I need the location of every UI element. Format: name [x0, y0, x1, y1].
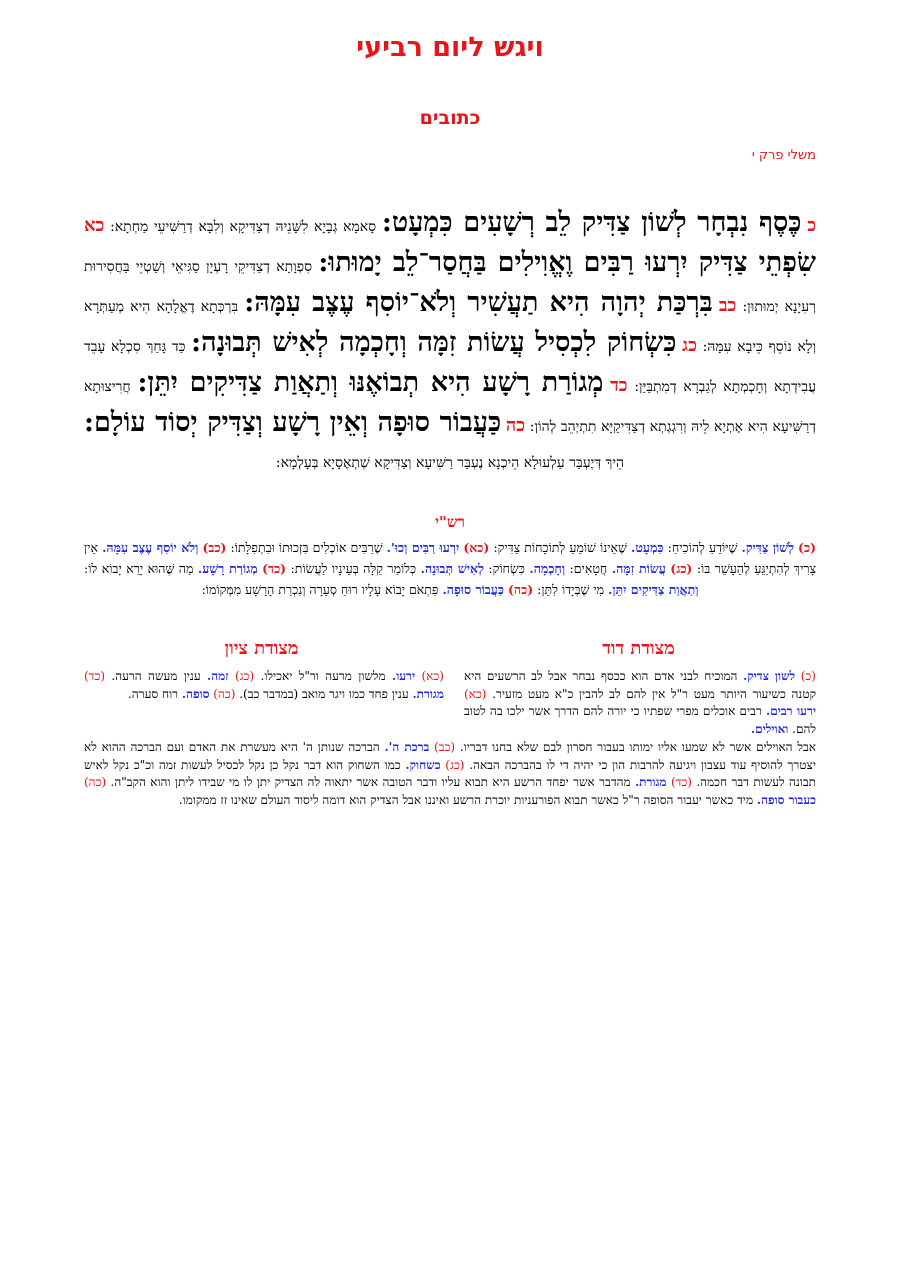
- commentary-entry: [464, 669, 816, 701]
- verse-hebrew: כִּשְׂחוֹק לִכְסִיל עֲשׂוֹת זִמָּה וְחָכְמָה לְאִישׁ תְּבוּנָה:: [191, 327, 677, 358]
- verse-number: כד: [610, 375, 628, 396]
- entry-lemma: סופה.: [181, 686, 210, 701]
- entry-lemma: וְתַאֲוַת צַדִּיקִים יִתֵּן.: [607, 582, 699, 597]
- entry-number: (כד): [670, 775, 692, 789]
- verse-aramaic: חֲרִיצוּתָא דְרַשִּׁיעָא הִיא אָתְיָא לֵיהּ וְרִגְגְתְא דְצַדִּיקַיָּא תִתְיְהֵב לְהוֹן:: [84, 379, 817, 435]
- verse-aramaic: סָאמָא גְבָיָא לִשָּׁנֵיהּ דְצַדִּיקָא וְלִבָּא דְרַשִּׁיעֵי מַחְתָא:: [110, 219, 377, 235]
- entry-number: (כג): [670, 561, 693, 576]
- entry-number: (כב): [202, 540, 227, 555]
- entry-text: שֶׁרַבִּים אוֹכְלִים בִּזְכוּתוֹ וּבִתְפִלָּתוֹ:: [230, 540, 383, 555]
- entry-number: (כה): [84, 775, 107, 789]
- entry-text: מַה שֶּׁהוּא יָרֵא יָבוֹא לוֹ:: [84, 561, 194, 576]
- verse-number: כג: [682, 335, 697, 356]
- verse-number: כב: [718, 295, 737, 316]
- entry-number: (כג): [445, 757, 465, 772]
- section-heading: כתובים: [419, 107, 481, 129]
- entry-number: (כג): [234, 669, 255, 683]
- verse-aramaic: בִּרְכְּתָא דֶאֱלָהָא הִיא מְעַתְּרָא וְלָא נוֹסֵף כֵּיבָא עִמָּהּ:: [84, 299, 817, 355]
- rashi-entry: [493, 540, 663, 555]
- entry-text: ענין מעשה הרעה.: [111, 669, 201, 683]
- entry-number: (כא): [421, 669, 444, 683]
- verse-hebrew: שִׂפְתֵי צַדִּיק יִרְעוּ רַבִּים וֶאֱוִילִים בַּחֲסַר־לֵב יָמוּתוּ:: [318, 247, 817, 278]
- rashi-heading: רש"י: [435, 513, 465, 531]
- rashi-entry: [291, 561, 484, 576]
- entry-lemma: כעבור סופה.: [756, 792, 816, 807]
- rashi-entry: [570, 561, 693, 576]
- entry-lemma: זמה.: [207, 669, 229, 683]
- entry-lemma: מגורת.: [412, 686, 444, 701]
- metzudat-david-continued: [84, 739, 816, 809]
- entry-lemma: כַּעֲבוֹר סוּפָה.: [442, 582, 504, 597]
- entry-lemma: וְחָכְמָה.: [529, 561, 566, 576]
- metzudat-tzion-column: [84, 668, 444, 703]
- commentary-entry: [111, 775, 692, 789]
- entry-lemma: כִּמְעָט.: [631, 540, 664, 555]
- chapter-label: משלי פרק י: [751, 148, 816, 163]
- verse-hebrew: כֶּסֶף נִבְחָר לְשׁוֹן צַדִּיק לֵב רְשָׁעִים כִּמְעָט:: [381, 207, 802, 238]
- entry-number: (כ): [800, 669, 816, 683]
- rashi-entry: [231, 540, 490, 555]
- metzudat-david-heading: מצודת דוד: [602, 638, 675, 659]
- rashi-entry: [202, 582, 534, 597]
- entry-number: (כא): [464, 686, 487, 701]
- entry-text: מִי שֶׁבְּיָדוֹ לִתֵּן:: [537, 582, 604, 597]
- entry-number: (כד): [84, 669, 105, 683]
- verse-hebrew: בִּרְכַּת יְהוָה הִיא תַעֲשִׁיר וְלֹא־יוֹסִף עֶצֶב עִמָּהּ:: [244, 287, 713, 318]
- entry-lemma: יִרְעוּ רַבִּים וְכוּ'.: [386, 540, 460, 555]
- verse-number: כא: [84, 215, 105, 236]
- entry-lemma: מגורת.: [635, 775, 667, 789]
- entry-lemma: לְשׁוֹן צַדִּיק.: [741, 540, 794, 555]
- entry-text: פִּתְאֹם יָבוֹא עָלָיו רוּחַ סְעָרָה וְנִכְרַת הָרָשָׁע מִמְּקוֹמוֹ:: [201, 582, 439, 597]
- entry-lemma: ירעו רבים.: [766, 704, 816, 718]
- entry-text: ענין פחד כמו ויגר מואב (במדבר כב).: [239, 686, 409, 701]
- entry-text: מיד כאשר יעבור הסופה ר"ל כאשר תבוא הפורעניות יוכרת הרשע ואיננו אבל הצדיק הוא דומה ליסוד העולם שאינו זז ממקומו.: [178, 792, 754, 807]
- verse-aramaic: סִפְוָתָא דְצַדִּיקֵי רָעְיָן סַגִּיאֵי וְשַׁטְיֵי בַּחֲסִירוּת רְעִיָנָא יְמוּתוּן:: [84, 259, 816, 315]
- rashi-commentary: [84, 537, 816, 600]
- entry-lemma: לשון צדיק.: [743, 669, 796, 683]
- entry-text: המוכיח לבני אדם הוא ככסף נבחר אבל לב הרשעים היא קטנה כשיעור היותר מעט ר"ל אין להם לב להבין כ"א מעט מזעיר.: [464, 669, 816, 701]
- entry-text: הברכה שנותן ה' היא מעשרת את האדם ועם הברכה ההוא לא יצטרך להוסיף עוד עצבון ויגיעה להרבות הון כי יהיה די לו בהברכה הבאה.: [84, 740, 816, 772]
- verse-hebrew: כַּעֲבוֹר סוּפָה וְאֵין רָשָׁע וְצַדִּיק יְסוֹד עוֹלָם:: [84, 407, 502, 438]
- commentary-entry: [111, 669, 254, 683]
- entry-number: (כד): [262, 561, 287, 576]
- entry-text: מלשון מרעה ור"ל יאכילו.: [260, 669, 386, 683]
- entry-number: (כה): [507, 582, 534, 597]
- entry-text: אבל האוילים אשר לא שמעו אליו ימותו בעבור חסרון לבם שלא בחנו דבריו.: [459, 740, 816, 754]
- entry-number: (כא): [463, 540, 490, 555]
- entry-number: (כה): [213, 686, 236, 701]
- entry-text: כִּשְׂחוֹק:: [488, 561, 525, 576]
- entry-lemma: עֲשׂוֹת זִמָּה.: [611, 561, 666, 576]
- entry-text: כְּלוֹמַר קַלָּה בְּעֵינָיו לַעֲשׂוֹת:: [290, 561, 417, 576]
- entry-text: מהדבר אשר יפחד הרשע היא תבוא עליו ודבר הטובה אשר יתאוה לה הצדיק יתן לו מי שבידו ליתן והוא הקב"ה.: [110, 775, 631, 789]
- entry-text: שֶׁיּוֹדֵעַ לְהוֹכִיחַ:: [667, 540, 738, 555]
- verses-block: [84, 205, 816, 481]
- rashi-entry: [537, 582, 698, 597]
- entry-lemma: מְגוֹרַת רָשָׁע.: [197, 561, 258, 576]
- metzudat-tzion-heading: מצודת ציון: [224, 638, 299, 659]
- entry-number: (כב): [434, 740, 456, 754]
- verse-number: כ: [807, 215, 817, 236]
- entry-lemma: ירעו.: [392, 669, 416, 683]
- verse-hebrew: מְגוֹרַת רָשָׁע הִיא תְבוֹאֶנּוּ וְתַאֲוַת צַדִּיקִים יִתֵּן:: [137, 367, 604, 398]
- entry-text: כמו השחוק הוא דבר נקל כן נקל לכסיל לעשות זמה וכ"כ נקל לאיש תבונה לעשות דבר חכמה.: [84, 757, 816, 789]
- entry-lemma: ברכת ה'.: [384, 740, 430, 754]
- rashi-entry: [668, 540, 816, 555]
- entry-text: שֶׁאֵינוֹ שׁוֹמֵעַ לְתוֹכָחוֹת צַדִּיק:: [493, 540, 627, 555]
- verse-aramaic: הֵיךְ דְּיֶעְבַּר עַלְעוּלָא הֵיכְנָא נֶעְבַּר רַשִּׁיעָא וְצַדִּיקָא שְׁתְאֶסָיָא בְּעָלְמָא:: [275, 455, 625, 471]
- commentary-entry: [128, 687, 235, 701]
- entry-text: חֲטָאִים:: [569, 561, 608, 576]
- metzudat-david-column: [464, 668, 816, 738]
- entry-text: אֵין צָרִיךְ לְהִתְיַגֵּעַ לְהֵעָשֵׁר בּוֹ:: [84, 540, 817, 576]
- entry-number: (כ): [798, 540, 816, 555]
- verse-aramaic: כַּד גָּחַךְ סִכְלָא עָבֵד עֲבִידְתָא וְחָכְמְתָא לְגַבְרָא דְמִתְבַּיַּן:: [84, 339, 817, 395]
- entry-lemma: כשחוק.: [405, 757, 441, 772]
- verse: [110, 207, 817, 238]
- page-title: ויגש ליום רביעי: [356, 32, 544, 63]
- verse-number: כה: [505, 415, 526, 436]
- entry-lemma: ואוילים.: [750, 721, 789, 736]
- rashi-entry: [84, 561, 286, 576]
- entry-lemma: וְלֹא יוֹסִף עֶצֶב עִמָּהּ.: [102, 540, 199, 555]
- rashi-entry: [488, 561, 565, 576]
- entry-lemma: לְאִישׁ תְּבוּנָה.: [420, 561, 484, 576]
- entry-text: רוח סערה.: [127, 686, 179, 701]
- commentary-entry: [261, 669, 444, 683]
- entry-text: רבים אוכלים מפרי שפתיו כי יורה להם הדרך אשר ילכו בה לטוב להם.: [464, 704, 816, 736]
